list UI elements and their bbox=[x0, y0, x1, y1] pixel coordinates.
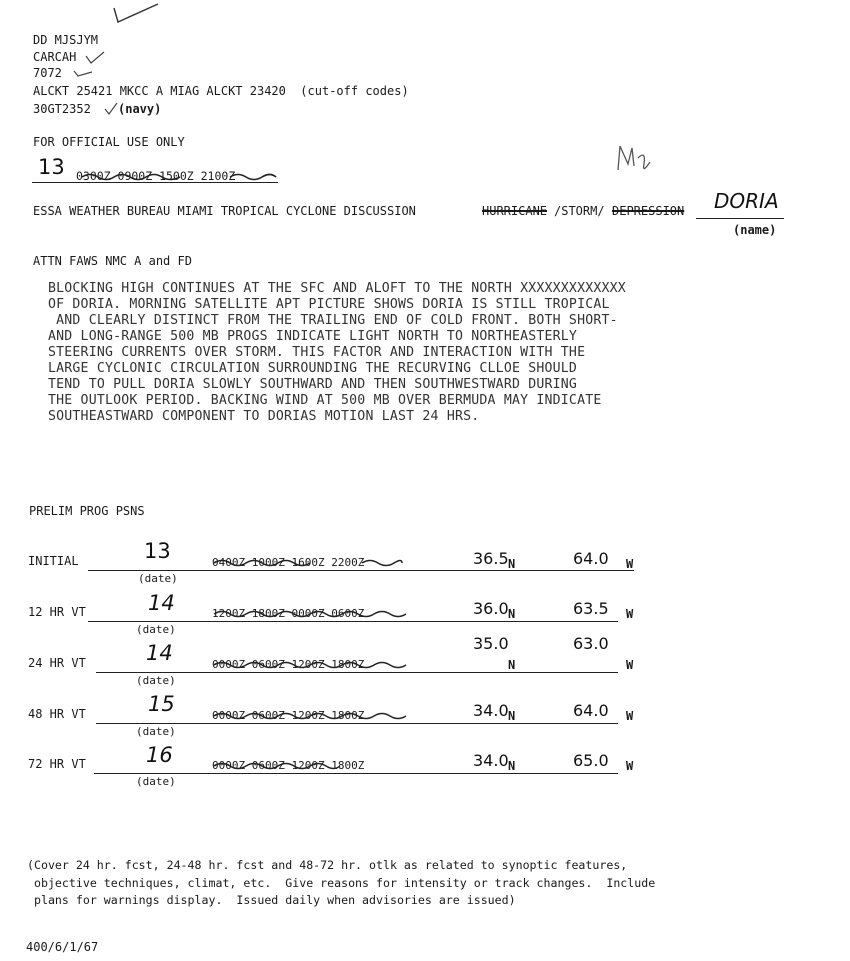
prelim-prog-heading: PRELIM PROG PSNS bbox=[29, 504, 145, 518]
navy-label: (navy) bbox=[118, 102, 162, 116]
position-lon: 63.0 bbox=[573, 634, 609, 653]
strikeout-scribble bbox=[212, 710, 408, 722]
position-lon: 64.0 bbox=[573, 701, 609, 720]
name-label: (name) bbox=[733, 223, 777, 237]
position-underline bbox=[96, 672, 618, 673]
position-lon-hemi: W bbox=[626, 658, 634, 672]
position-lat: 34.0 bbox=[473, 751, 509, 770]
strikeout-scribble bbox=[228, 170, 278, 184]
position-label: INITIAL bbox=[28, 554, 79, 568]
position-times: 0000Z 0600Z 1200Z 1800Z bbox=[212, 709, 365, 722]
strikeout-scribble bbox=[212, 557, 312, 569]
position-times: 1200Z 1800Z 0000Z 0600Z bbox=[212, 607, 365, 620]
position-date: 13 bbox=[144, 539, 171, 563]
position-lat: 36.5 bbox=[473, 549, 509, 568]
discussion-line: STEERING CURRENTS OVER STORM. THIS FACTOR AND INTERACTION WITH THE bbox=[48, 345, 586, 360]
position-date: 15 bbox=[148, 692, 175, 716]
position-label: 24 HR VT bbox=[28, 656, 86, 670]
position-times: 0400Z 1000Z 1600Z 2200Z bbox=[212, 556, 365, 569]
position-date: 14 bbox=[148, 591, 175, 615]
strikeout-scribble bbox=[212, 608, 408, 620]
title-prefix: ESSA WEATHER BUREAU MIAMI TROPICAL CYCLONE DISCUSSION bbox=[33, 204, 416, 218]
discussion-date: 13 bbox=[38, 155, 65, 179]
date-caption: (date) bbox=[136, 674, 176, 687]
initials-mark bbox=[612, 140, 672, 180]
position-lat: 35.0 bbox=[473, 634, 509, 653]
position-lon: 63.5 bbox=[573, 599, 609, 618]
strikeout-scribble bbox=[80, 170, 190, 184]
header-line-2: CARCAH bbox=[33, 50, 77, 64]
name-underline bbox=[696, 218, 784, 219]
discussion-line: LARGE CYCLONIC CIRCULATION SURROUNDING THE RECURVING CLLOE SHOULD bbox=[48, 361, 578, 376]
strikeout-scribble bbox=[212, 659, 408, 671]
title-depression-struck: DEPRESSION bbox=[612, 204, 685, 218]
header-line-3: 7072 bbox=[33, 66, 62, 80]
position-label: 12 HR VT bbox=[28, 605, 86, 619]
position-underline bbox=[88, 621, 618, 622]
date-caption: (date) bbox=[136, 623, 176, 636]
position-lat-hemi: N bbox=[508, 759, 516, 773]
discussion-line: BLOCKING HIGH CONTINUES AT THE SFC AND ALOFT TO THE NORTH XXXXXXXXXXXXX bbox=[48, 281, 626, 296]
position-times: 0000Z 0600Z 1200Z 1800Z bbox=[212, 658, 365, 671]
strikeout-scribble bbox=[360, 557, 404, 569]
position-lat: 36.0 bbox=[473, 599, 509, 618]
strikeout-scribble bbox=[212, 760, 342, 772]
position-underline bbox=[94, 773, 618, 774]
position-label: 48 HR VT bbox=[28, 707, 86, 721]
position-lon: 64.0 bbox=[573, 549, 609, 568]
discussion-line: THE OUTLOOK PERIOD. BACKING WIND AT 500 MB OVER BERMUDA MAY INDICATE bbox=[48, 393, 602, 408]
position-lon-hemi: W bbox=[626, 759, 634, 773]
header-line-1: DD MJSJYM bbox=[33, 33, 99, 47]
check-mark-icon bbox=[110, 2, 170, 32]
position-times: 0000Z 0600Z 1200Z 1800Z bbox=[212, 759, 365, 772]
discussion-line: OF DORIA. MORNING SATELLITE APT PICTURE SHOWS DORIA IS STILL TROPICAL bbox=[48, 297, 610, 312]
date-caption: (date) bbox=[136, 775, 176, 788]
title-storm: /STORM/ bbox=[554, 204, 605, 218]
title-hurricane-struck: HURRICANE bbox=[482, 204, 548, 218]
storm-name: DORIA bbox=[714, 189, 779, 213]
position-underline bbox=[96, 723, 618, 724]
position-label: 72 HR VT bbox=[28, 757, 86, 771]
date-times: 0300Z 0900Z 1500Z 2100Z bbox=[76, 169, 236, 183]
position-lon: 65.0 bbox=[573, 751, 609, 770]
check-mark-icon bbox=[72, 66, 102, 82]
position-date: 16 bbox=[146, 743, 173, 767]
footer-instructions-line: plans for warnings display. Issued daily when advisories are issued) bbox=[27, 893, 516, 907]
position-lat-hemi: N bbox=[508, 709, 516, 723]
discussion-line: TEND TO PULL DORIA SLOWLY SOUTHWARD AND THEN SOUTHWESTWARD DURING bbox=[48, 377, 578, 392]
attn-line: ATTN FAWS NMC A and FD bbox=[33, 254, 192, 268]
date-caption: (date) bbox=[136, 725, 176, 738]
discussion-line: SOUTHEASTWARD COMPONENT TO DORIAS MOTION LAST 24 HRS. bbox=[48, 409, 480, 424]
position-lat-hemi: N bbox=[508, 557, 516, 571]
date-caption: (date) bbox=[138, 572, 178, 585]
position-underline bbox=[88, 570, 634, 571]
footer-instructions-line: (Cover 24 hr. fcst, 24-48 hr. fcst and 48-72 hr. otlk as related to synoptic features, bbox=[27, 858, 628, 872]
header-line-5: 30GT2352 bbox=[33, 102, 91, 116]
header-line-4: ALCKT 25421 MKCC A MIAG ALCKT 23420 (cut-off codes) bbox=[33, 84, 409, 98]
position-lon-hemi: W bbox=[626, 557, 634, 571]
check-mark-icon bbox=[84, 48, 114, 68]
position-lon-hemi: W bbox=[626, 709, 634, 723]
position-date: 14 bbox=[146, 641, 173, 665]
form-number: 400/6/1/67 bbox=[26, 940, 99, 954]
official-use-label: FOR OFFICIAL USE ONLY bbox=[33, 135, 185, 149]
position-lat-hemi: N bbox=[508, 658, 516, 672]
discussion-line: AND LONG-RANGE 500 MB PROGS INDICATE LIGHT NORTH TO NORTHEASTERLY bbox=[48, 329, 578, 344]
discussion-line: AND CLEARLY DISTINCT FROM THE TRAILING END OF COLD FRONT. BOTH SHORT- bbox=[48, 313, 618, 328]
position-lat-hemi: N bbox=[508, 607, 516, 621]
position-lat: 34.0 bbox=[473, 701, 509, 720]
position-lon-hemi: W bbox=[626, 607, 634, 621]
footer-instructions-line: objective techniques, climat, etc. Give reasons for intensity or track changes. Include bbox=[27, 876, 656, 890]
